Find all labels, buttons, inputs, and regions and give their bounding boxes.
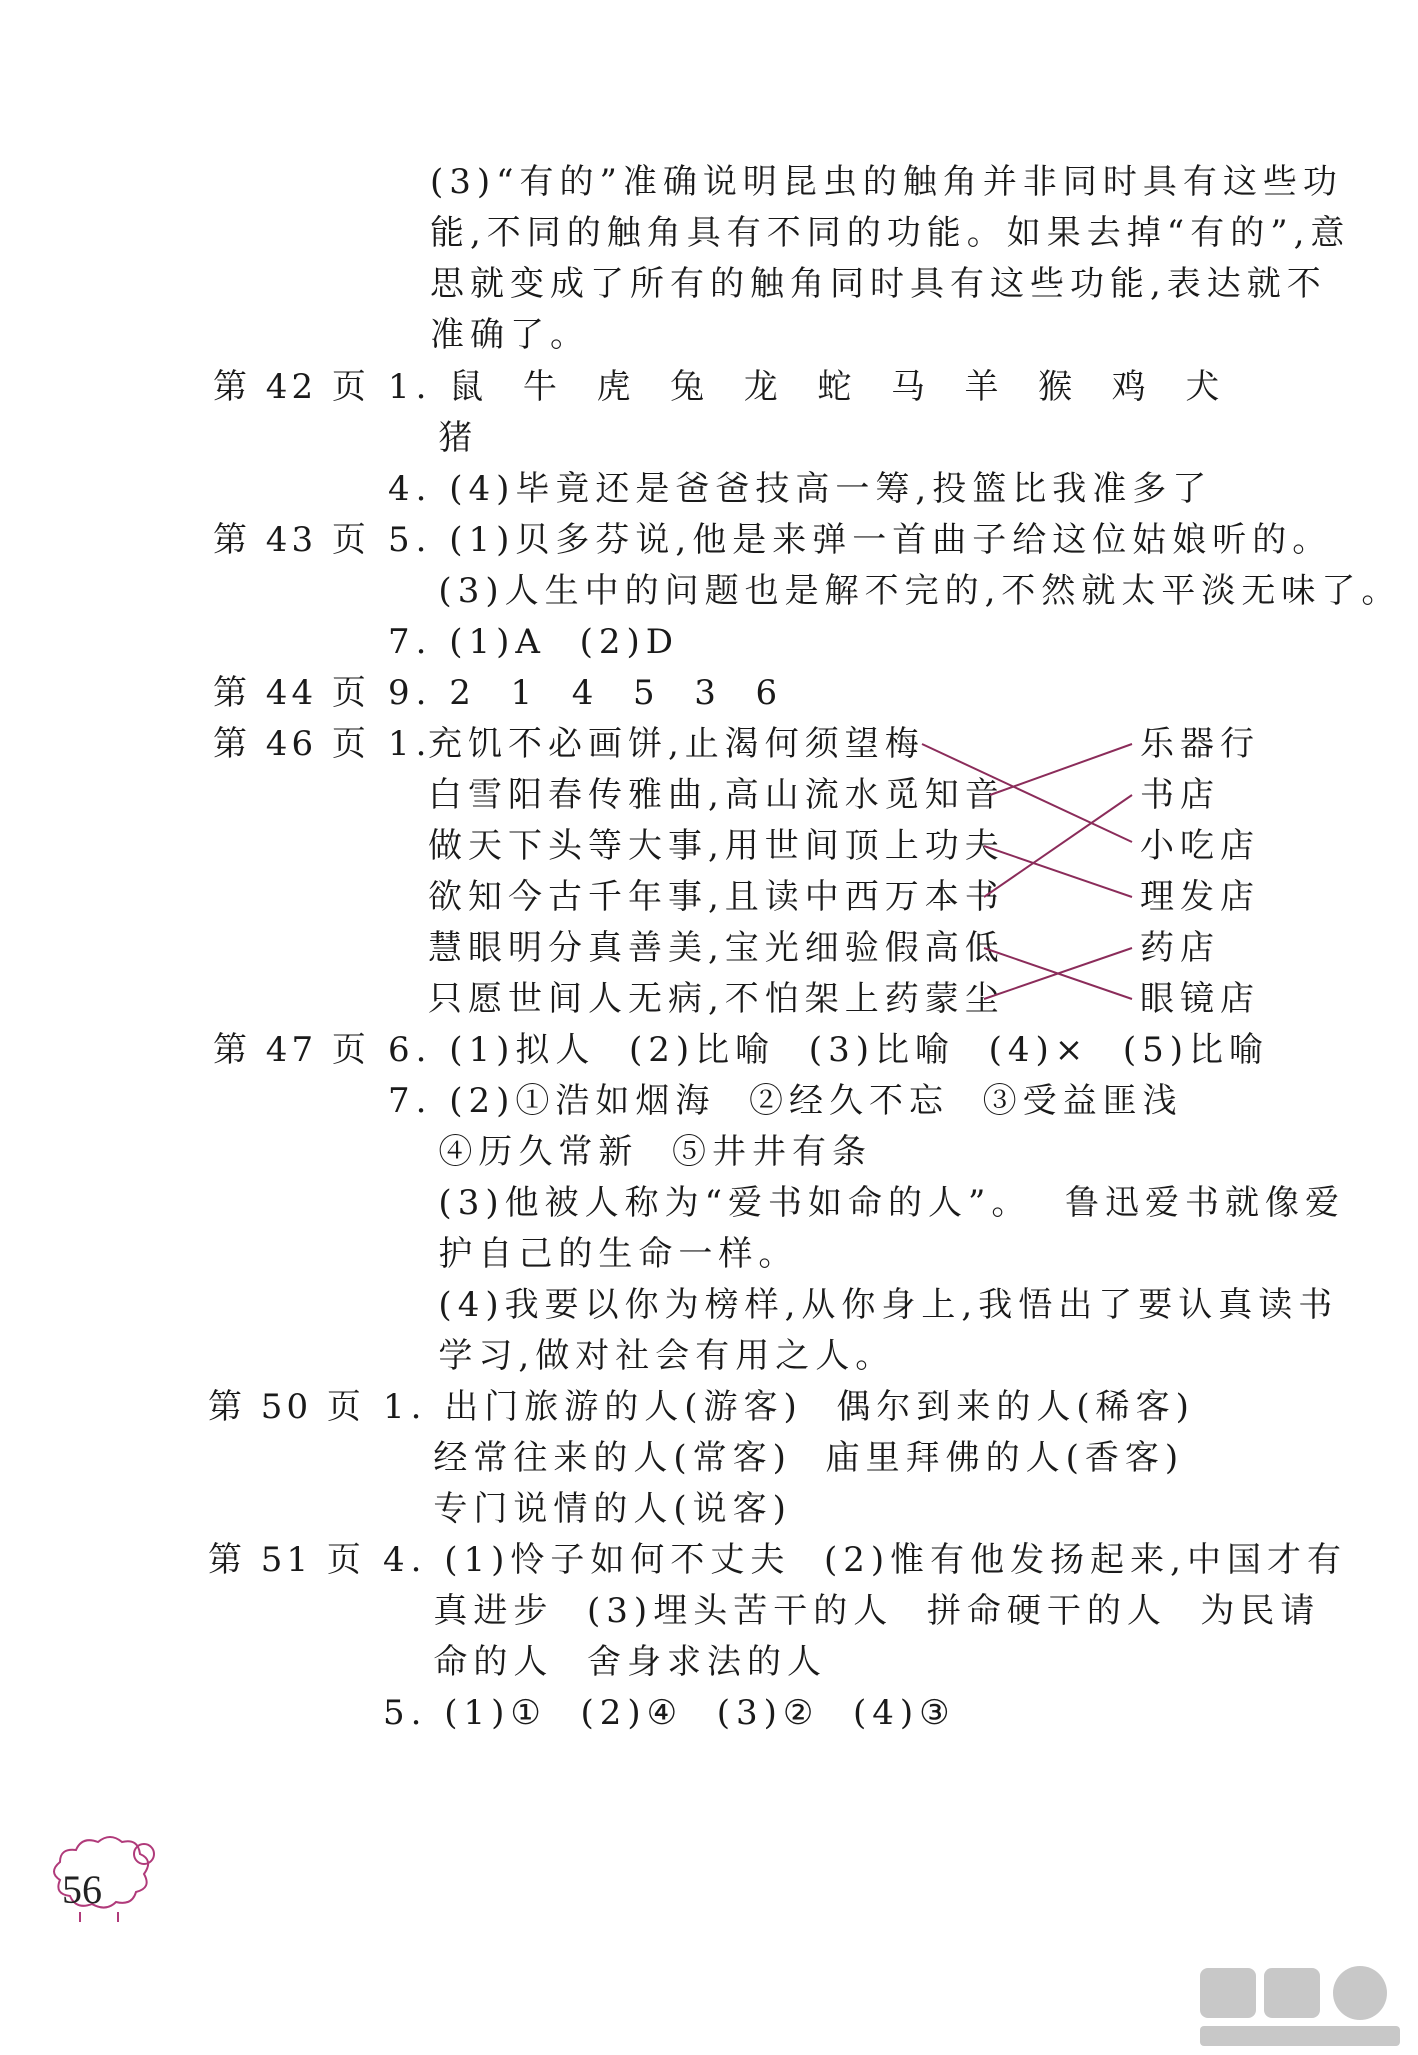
answer-line: 5. (1)贝多芬说,他是来弹一首曲子给这位姑娘听的。 [388,520,1333,560]
page-label-42: 第 42 页 [213,367,370,407]
page-label-50: 第 50 页 [208,1387,365,1427]
match-line [990,744,1132,795]
page-number: 56 [62,1867,102,1912]
answer-line: 5. (1)① (2)④ (3)② (4)③ [383,1693,956,1733]
page-label-46: 第 46 页 [213,724,370,764]
answer-line: 真进步 (3)埋头苦干的人 拼命硬干的人 为民请 [383,1591,1321,1631]
answer-line: 1. 出门旅游的人(游客) 偶尔到来的人(稀客) [383,1387,1195,1427]
match-right-item: 小吃店 [1140,826,1260,866]
answer-line: (3)他被人称为“爱书如命的人”。 鲁迅爱书就像爱 [388,1183,1345,1223]
page-label-51: 第 51 页 [208,1540,365,1580]
page-label-43: 第 43 页 [213,520,370,560]
answer-line: 4. (1)怜子如何不丈夫 (2)惟有他发扬起来,中国才有 [383,1540,1347,1580]
answer-line: 学习,做对社会有用之人。 [388,1336,896,1376]
answer-line: 1. 鼠 牛 虎 兔 龙 蛇 马 羊 猴 鸡 犬 [388,367,1226,407]
match-line [984,846,1132,897]
answer-line: 猪 [388,418,479,458]
answer-line: 命的人 舍身求法的人 [383,1642,828,1682]
match-left-item: 欲知今古千年事,且读中西万本书 [428,877,1005,917]
match-line [984,795,1132,897]
answer-line: 7. (2)①浩如烟海 ②经久不忘 ③受益匪浅 [388,1081,1183,1121]
match-right-item: 药店 [1140,928,1220,968]
match-right-item: 书店 [1140,775,1220,815]
match-right-item: 理发店 [1140,877,1260,917]
match-left-item: 白雪阳春传雅曲,高山流水觅知音 [428,775,1005,815]
answer-line: 专门说情的人(说客) [383,1489,792,1529]
answer-line: (3)人生中的问题也是解不完的,不然就太平淡无味了。 [388,571,1402,611]
match-left-item: 充饥不必画饼,止渴何须望梅 [428,724,925,764]
page-label-47: 第 47 页 [213,1030,370,1070]
page-label-44: 第 44 页 [213,673,370,713]
match-line [922,744,1132,842]
match-left-item: 慧眼明分真善美,宝光细验假高低 [428,928,1005,968]
answer-line: 9. 2 1 4 5 3 6 [388,673,784,713]
match-left-item: 做天下头等大事,用世间顶上功夫 [428,826,1005,866]
watermark-logo [1190,1960,1410,2050]
match-left-item: 只愿世间人无病,不怕架上药蒙尘 [428,979,1005,1019]
answer-line: 准确了。 [430,315,590,355]
answer-line: 7. (1)A (2)D [388,622,679,662]
question-number: 1. [388,724,433,764]
answer-line: ④历久常新 ⑤井井有条 [388,1132,873,1172]
answer-line: 能,不同的触角具有不同的功能。如果去掉“有的”,意 [430,213,1351,253]
answer-line: (3)“有的”准确说明昆虫的触角并非同时具有这些功 [430,162,1343,202]
answer-line: 护自己的生命一样。 [388,1234,799,1274]
answer-line: 经常往来的人(常客) 庙里拜佛的人(香客) [383,1438,1185,1478]
sheep-icon [40,1820,170,1930]
answer-line: 6. (1)拟人 (2)比喻 (3)比喻 (4)× (5)比喻 [388,1030,1270,1070]
answer-line: (4)我要以你为榜样,从你身上,我悟出了要认真读书 [388,1285,1339,1325]
answer-line: 思就变成了所有的触角同时具有这些功能,表达就不 [430,264,1327,304]
answer-line: 4. (4)毕竟还是爸爸技高一筹,投篮比我准多了 [388,469,1213,509]
match-right-item: 眼镜店 [1140,979,1260,1019]
match-right-item: 乐器行 [1140,724,1260,764]
